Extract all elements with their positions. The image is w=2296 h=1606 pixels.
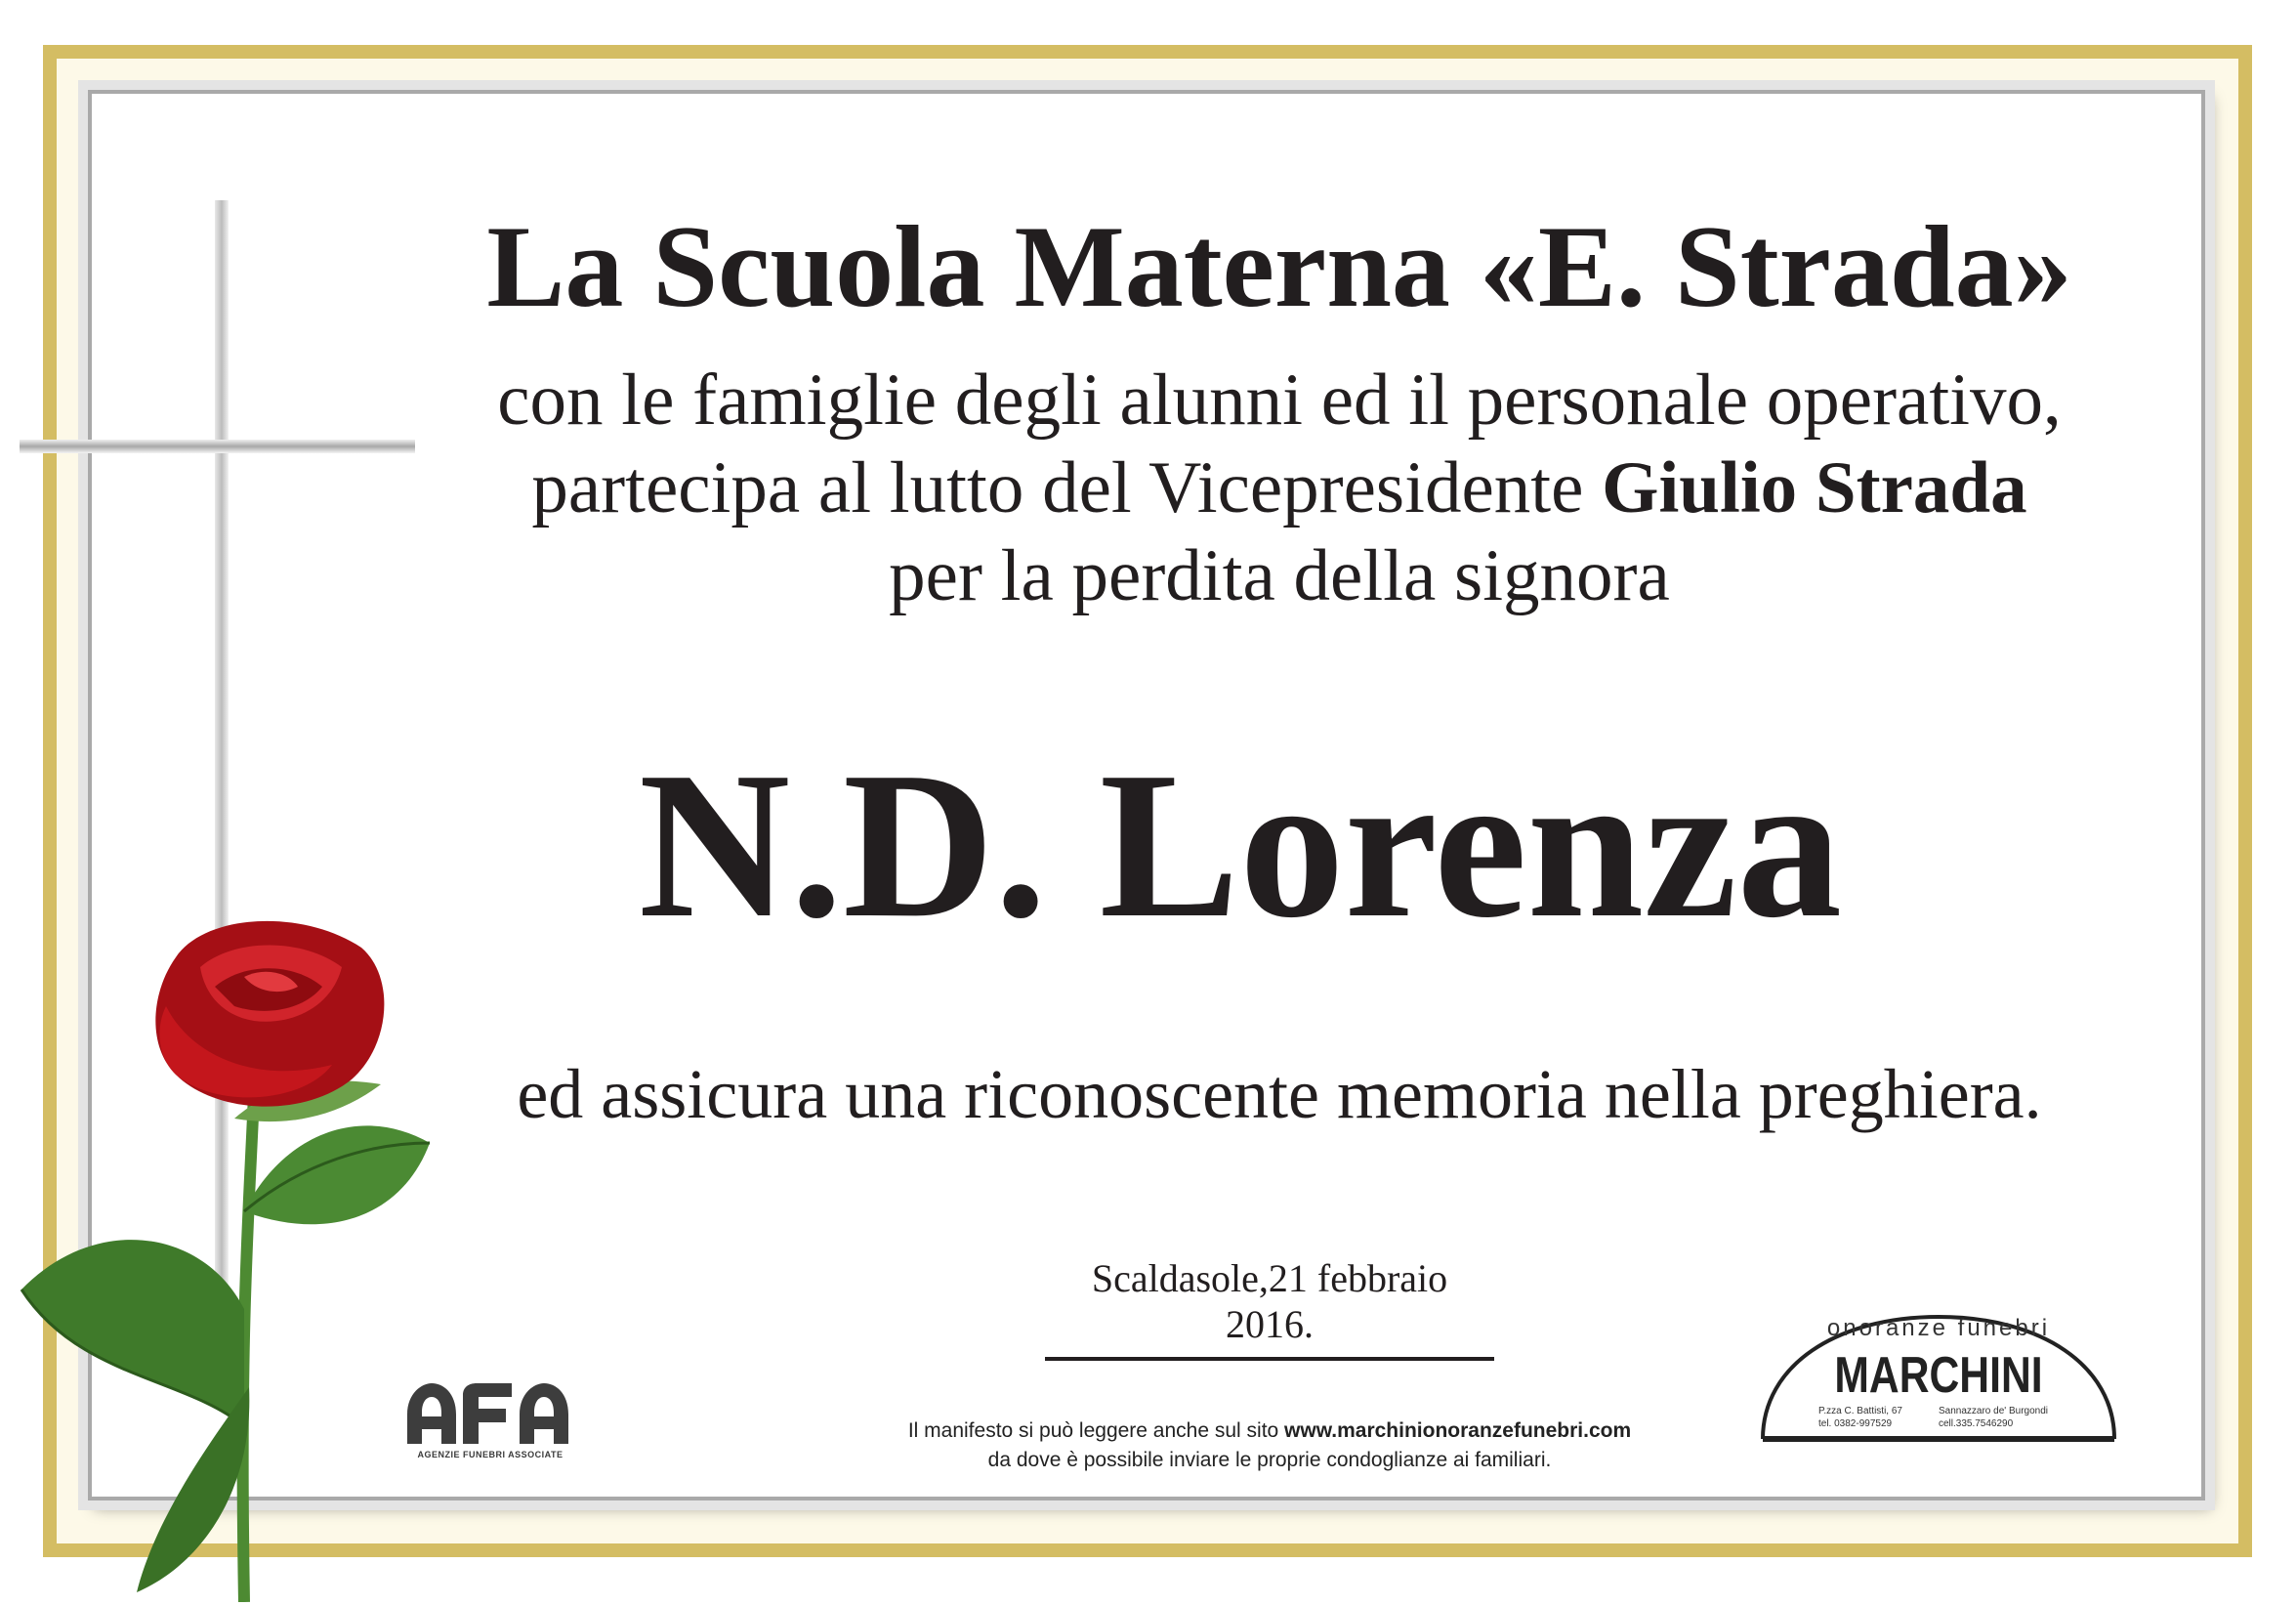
agency-subtitle: onoranze funebri	[1826, 1315, 2051, 1341]
vicepresident-name: Giulio Strada	[1602, 447, 2027, 528]
notice-line-2: da dove è possibile inviare le proprie condoglianze ai familiari.	[987, 1449, 1552, 1471]
announcement-intro	[391, 357, 2168, 620]
agency-phone: tel. 0382-997529	[1818, 1418, 1893, 1429]
agency-address-right	[1939, 1405, 2048, 1430]
notice-line-1	[840, 1416, 1699, 1446]
agency-address-left	[1818, 1405, 1902, 1430]
intro-line-3: per la perdita della signora	[889, 535, 1670, 616]
agency-logo	[1758, 1307, 2119, 1444]
intro-line-2-prefix: partecipa al lutto del Vicepresidente	[531, 447, 1603, 528]
intro-line-2	[391, 444, 2168, 532]
closing-line: ed assicura una riconoscente memoria nella preghiera.	[517, 1055, 2042, 1133]
rose-icon	[10, 918, 439, 1602]
afa-caption: AGENZIE FUNEBRI ASSOCIATE	[417, 1450, 564, 1459]
agency-name: MARCHINI	[1834, 1347, 2043, 1404]
intro-line-1: con le famiglie degli alunni ed il personale operativo,	[497, 359, 2062, 441]
deceased-name: N.D. Lorenza	[638, 728, 1843, 961]
footer-notice	[840, 1416, 1699, 1475]
agency-cell: cell.335.7546290	[1939, 1418, 2014, 1429]
notice-url[interactable]: www.marchinionoranzefunebri.com	[1284, 1419, 1632, 1442]
agency-address-street: P.zza C. Battisti, 67	[1818, 1406, 1902, 1416]
place-date: Scaldasole,21 febbraio 2016.	[1045, 1255, 1494, 1361]
agency-address-town: Sannazzaro de' Burgondi	[1939, 1406, 2048, 1416]
announcement-title: La Scuola Materna «E. Strada»	[486, 201, 2072, 331]
notice-prefix: Il manifesto si può leggere anche sul sito	[907, 1419, 1285, 1442]
